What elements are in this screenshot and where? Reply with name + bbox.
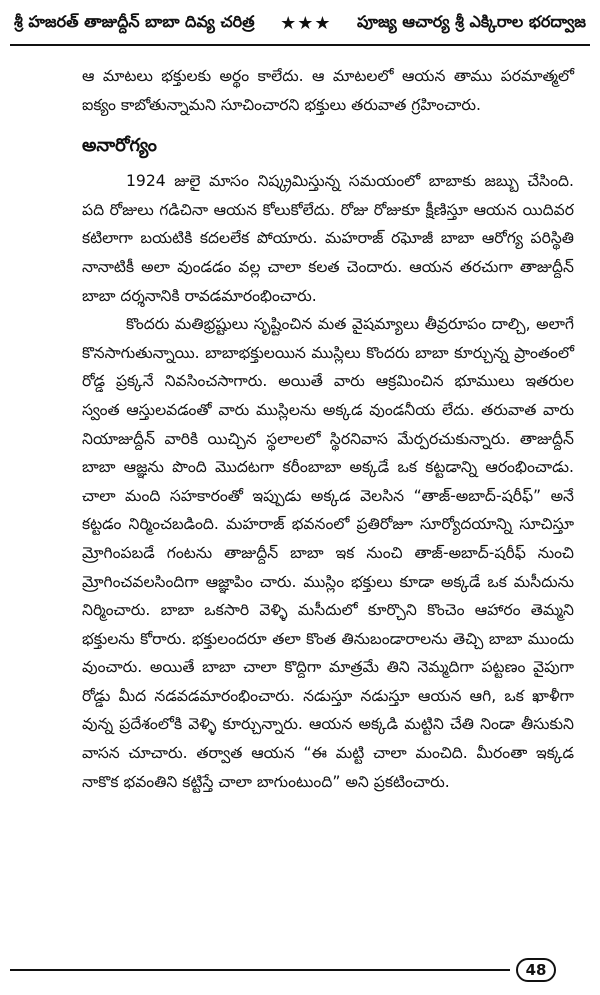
body-paragraph: కొందరు మతిభ్రష్టులు సృష్టించిన మత వైషమ్యాలు తీవ్రరూపం దాల్చి, అలాగే కొనసాగుతున్నాయి. బాబాభక్తులయిన ముస్లిలు కొందరు బాబా కూర్చున్న ప్రాంతంలో రోడ్డ ప్రక్కనే నివసించసాగారు. అయితే వారు ఆక్రమించిన భూములు ఇతరుల స్వంత ఆస్తులవడంతో వారు ముస్లిలను అక్కడ వుండనీయ లేదు. తరువాత వారు నియాజుద్దీన్ వారికి యిచ్చిన స్థలాలలో స్థిరనివాస మేర్పరచుకున్నారు. తాజుద్దీన్ బాబా ఆజ్ఞను పొంది మొదటగా కరీంబాబా అక్కడే ఒక కట్టడాన్ని ఆరంభించాడు. చాలా మంది సహకారంతో ఇప్పుడు అక్కడ వెలసిన “తాజ్-అబాద్-షరీఫ్” అనే కట్టడం నిర్మించబడింది. మహరాజ్ భవనంలో ప్రతిరోజూ సూర్యోదయాన్ని సూచిస్తూ మ్రోగింపబడే గంటను తాజుద్దీన్ బాబా ఇక నుంచి తాజ్-అబాద్-షరీఫ్ నుంచి మ్రోగించవలసిందిగా ఆజ్ఞాపిం చారు. ముస్లిం భక్తులు కూడా అక్కడే ఒక మసీదును నిర్మించారు. బాబా ఒకసారి వెళ్ళి మసీదులో కూర్చొని కొంచెం ఆహారం తెమ్మని భక్తులను కోరారు. భక్తులందరూ తలా కొంత తినుబండారాలను తెచ్చి బాబా ముందు వుంచారు. అయితే బాబా చాలా కొద్దిగా మాత్రమే తిని నెమ్మదిగా పట్టణం వైపుగా రోడ్డు మీద నడవడమారంభించారు. నడుస్తూ నడుస్తూ ఆయన ఆగి, ఒక ఖాళీగా వున్న ప్రదేశంలోకి వెళ్ళి కూర్చున్నారు. ఆయన అక్కడి మట్టిని చేతి నిండా తీసుకుని వాసన చూచారు. తర్వాత ఆయన “ఈ మట్టి చాలా మంచిది. మీరంతా ఇక్కడ నాకొక భవంతిని కట్టిస్తే చాలా బాగుంటుంది” అని ప్రకటించారు. [82, 315, 574, 791]
opening-paragraph: ఆ మాటలు భక్తులకు అర్థం కాలేదు. ఆ మాటలలో ఆయన తాము పరమాత్మలో ఐక్యం కాబోతున్నామని సూచించారని భక్తులు తరువాత గ్రహించారు. [82, 67, 574, 114]
section-heading: అనారోగ్యం [82, 135, 157, 157]
author-name: పూజ్య ఆచార్య శ్రీ ఎక్కిరాల భరద్వాజ [357, 11, 586, 31]
star-ornament: ★★★ [280, 12, 332, 34]
body-paragraph: 1924 జులై మాసం నిష్క్రమిస్తున్న సమయంలో బాబాకు జబ్బు చేసింది. పది రోజులు గడిచినా ఆయన కోలుకోలేదు. రోజు రోజుకూ క్షీణిస్తూ ఆయన యిదివర కటిలాగా బయటికి కదలలేక పోయారు. మహరాజ్ రఘోజీ బాబా ఆరోగ్య పరిస్థితి నానాటికీ అలా వుండడం వల్ల చాలా కలత చెందారు. ఆయన తరచుగా తాజుద్దీన్ బాబా దర్శనానికి రావడమారంభించారు. [82, 172, 574, 305]
page-body [82, 62, 574, 796]
book-title: శ్రీ హజరత్ తాజుద్దీన్ బాబా దివ్య చరిత్ర [14, 11, 255, 31]
running-header [10, 6, 590, 46]
page-number: 48 [516, 958, 556, 982]
footer-rule [10, 969, 510, 971]
